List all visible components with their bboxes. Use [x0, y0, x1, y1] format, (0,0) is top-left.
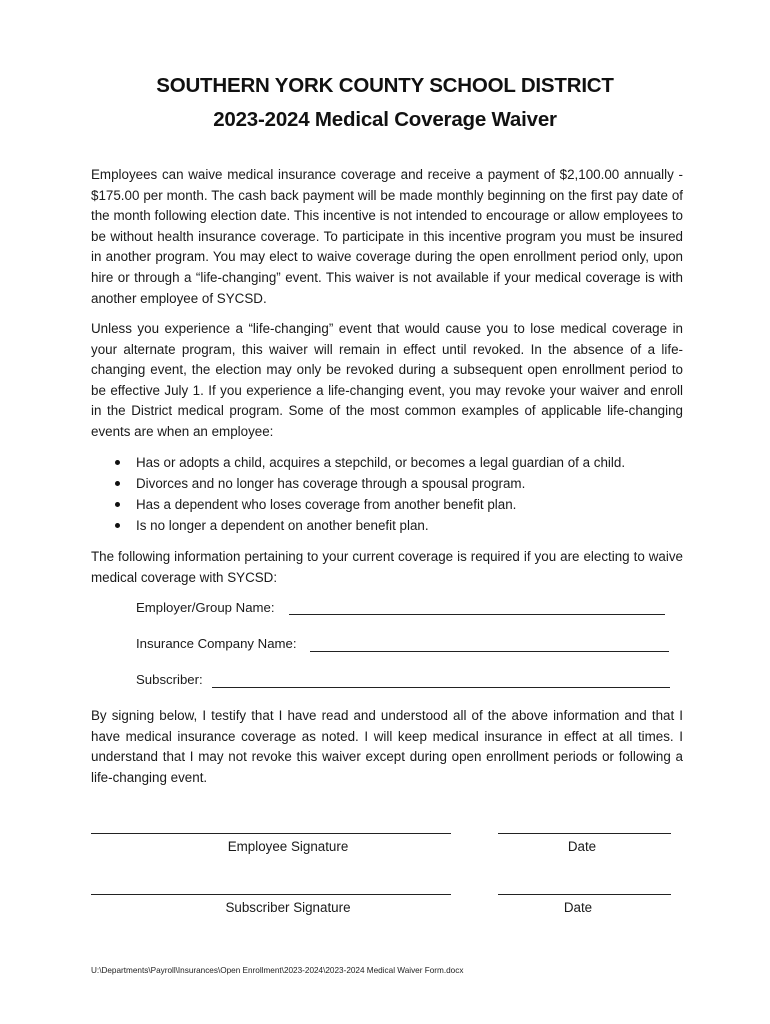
list-item-text: Divorces and no longer has coverage through a spousal program.: [136, 476, 526, 491]
employee-date-line[interactable]: [498, 833, 671, 834]
district-title: SOUTHERN YORK COUNTY SCHOOL DISTRICT: [156, 74, 614, 97]
employee-date-label: Date: [567, 839, 597, 854]
bullet-icon: [115, 460, 120, 465]
insurance-company-label: Insurance Company Name:: [136, 636, 297, 651]
subscriber-date-label: Date: [563, 900, 593, 915]
life-changing-events-list: [112, 452, 692, 536]
list-item-text: Has or adopts a child, acquires a stepchild, or becomes a legal guardian of a child.: [136, 455, 626, 470]
list-item: [112, 494, 692, 515]
list-item: [112, 473, 692, 494]
attestation-paragraph: By signing below, I testify that I have read and understood all of the above information and that I have medical insurance coverage as noted. I will keep medical insurance in effect at all times. I understand that I may not revoke this waiver except during open enrollment periods or following a life-changing event.: [91, 708, 683, 785]
list-item: [112, 515, 692, 536]
intro-paragraph: Employees can waive medical insurance coverage and receive a payment of $2,100.00 annually - $175.00 per month. The cash back payment will be made monthly beginning on the first pay date of the month following election date. This incentive is not intended to encourage or allow employees to be without health insurance coverage. To participate in this incentive program you must be insured in another program. You may elect to waive coverage during the open enrollment period only, upon hire or through a “life-changing” event. This waiver is not available if your medical coverage is with another employee of SYCSD.: [91, 167, 683, 306]
list-item: [112, 452, 692, 473]
bullet-icon: [115, 502, 120, 507]
insurance-company-field[interactable]: [310, 651, 669, 652]
list-item-text: Is no longer a dependent on another benefit plan.: [136, 518, 429, 533]
coverage-info-paragraph: The following information pertaining to your current coverage is required if you are electing to waive medical coverage with SYCSD:: [91, 549, 683, 585]
list-item-text: Has a dependent who loses coverage from another benefit plan.: [136, 497, 517, 512]
subscriber-field[interactable]: [212, 687, 670, 688]
bullet-icon: [115, 481, 120, 486]
bullet-icon: [115, 523, 120, 528]
subscriber-signature-label: Subscriber Signature: [225, 900, 351, 915]
subscriber-label: Subscriber:: [136, 672, 203, 687]
subscriber-signature-line[interactable]: [91, 894, 451, 895]
revocation-paragraph: Unless you experience a “life-changing” event that would cause you to lose medical coverage in your alternate program, this waiver will remain in effect until revoked. In the absence of a life-changing event, the election may only be revoked during a subsequent open enrollment period to be effective July 1. If you experience a life-changing event, you may revoke your waiver and enroll in the District medical program. Some of the most common examples of applicable life-changing events are when an employee:: [91, 321, 683, 439]
form-title: 2023-2024 Medical Coverage Waiver: [213, 108, 557, 131]
employer-name-field[interactable]: [289, 614, 665, 615]
employee-signature-line[interactable]: [91, 833, 451, 834]
file-path-footer: U:\Departments\Payroll\Insurances\Open Enrollment\2023-2024\2023-2024 Medical Waiver Form.docx: [91, 966, 464, 975]
subscriber-date-line[interactable]: [498, 894, 671, 895]
employee-signature-label: Employee Signature: [227, 839, 349, 854]
employer-name-label: Employer/Group Name:: [136, 600, 275, 615]
